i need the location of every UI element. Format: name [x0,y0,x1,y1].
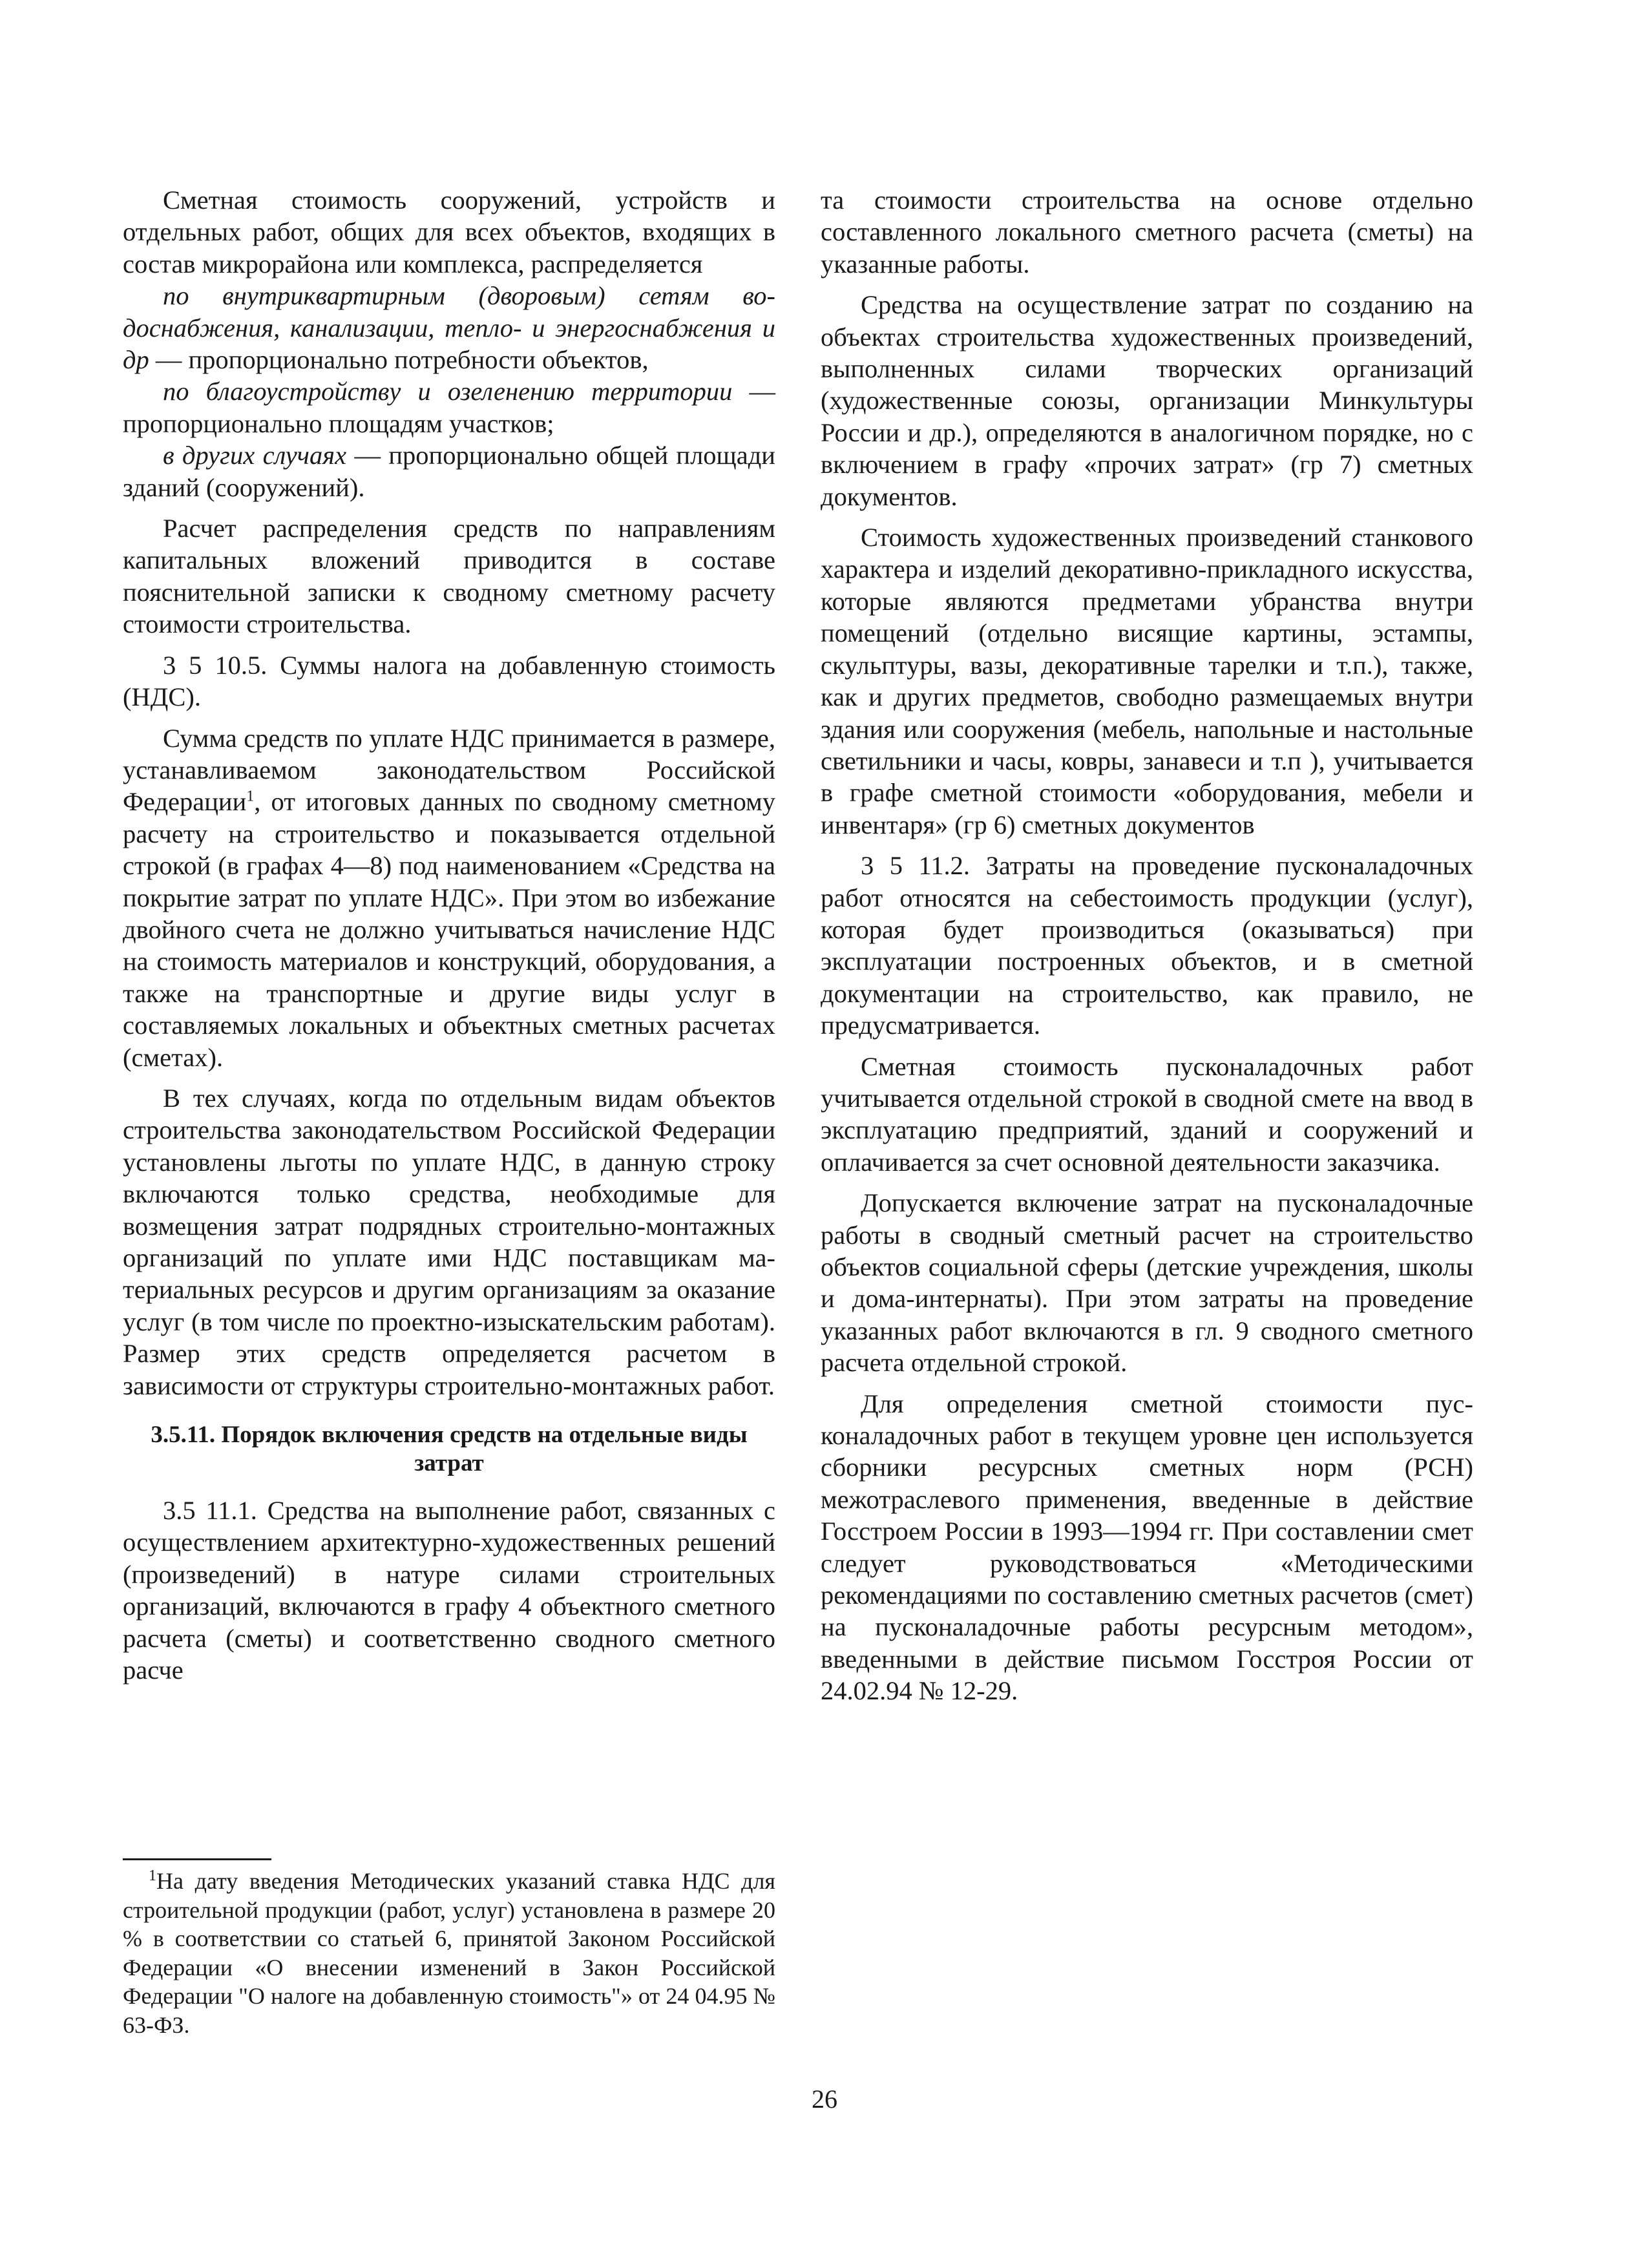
paragraph [123,280,775,375]
paragraph-text: — пропорционально общей площади зданий (сооружений). [123,441,775,502]
right-column [821,184,1473,1707]
paragraph: Сметная стоимость сооружений, устройств и отдельных работ, общих для всех объектов, входящих в состав микрорайона или комплекса, распределяется [123,185,775,278]
paragraph-text: , от итоговых данных по сводному сметному расчету на строительство и показывается отдельной строкой (в графах 4—8) под наименованием «Средства на покрытие затрат по уплате НДС». При этом во избежание двойного счета не должно учитываться начисление НДС на стоимость материалов и конструкций, оборудования, а также на транспортные и другие виды услуг в составляемых локальных и объектных сметных расчетах (сметах). [123,787,775,1072]
section-heading: 3.5.11. Порядок включения средств на отдельные виды затрат [151,1422,748,1477]
paragraph: 3 5 11.2. Затраты на проведение пусконаладочных работ относятся на себестоимость продукции (услуг), которая будет производиться (оказываться) при эксплуатации построенных объектов, и в сметной документации на строительство, как правило, не предусматривается. [821,851,1473,1040]
paragraph: та стоимости строительства на основе отдельно составленного локального сметного расчета (сметы) на указанные работы. [821,185,1473,278]
paragraph: Сметная стоимость пусконаладочных работ учитывается отдельной строкой в сводной смете на ввод в эксплуатацию предприятий, зданий и сооружений и оплачивается за счет основной деятельности заказчика. [821,1051,1473,1177]
paragraph-text: — пропорционально площадям участков; [123,377,775,438]
paragraph [123,439,775,503]
paragraph-text: Сумма средств по уплате НДС принимается в размере, устанавливаемом законодательством Российской Федерации [123,723,775,817]
footnote-text: $^1$На дату введения Методических указаний ставка НДС для строительной продукции (работ, услуг) установлена в размере 20 % в соответствии со статьей 6, принятой Законом Российской Федерации «О внесении изменений в Закон Российской Федерации "О налоге на добавленную стоимость"» от 24 04.95 № 63-ФЗ. [123,1867,775,2038]
paragraph: 3.5 11.1. Средства на выполнение работ, связанных с осуществлением архитектурно-художественных решений (произведений) в натуре силами строительных организаций, включаются в графу 4 объектного сметного расчета (сметы) и соответственно сводного сметного расче [123,1496,775,1685]
footnote-reference: 1 [246,788,255,805]
paragraph: Стоимость художественных произведений станкового характера и изделий декоративно-прикладного искусства, которые являются предметами убранства внутри помещений (отдельно висящие картины, эстампы, скульптуры, вазы, декоративные тарелки и т.п.), также, как и других предметов, свободно размещаемых внутри здания или сооружения (мебель, напольные и настольные светильники и часы, ковры, занавеси и т.п ), учитывается в графе сметной стоимости «оборудования, мебели и инвентаря» (гр 6) сметных документов [821,523,1473,839]
paragraph: Расчет распределения средств по направлениям капитальных вложений приводится в составе пояснительной записки к сводному сметному расчету стоимости строительства. [123,514,775,639]
footnote-divider [123,1858,271,1860]
paragraph [123,375,775,439]
paragraph: Средства на осуществление затрат по созданию на объектах строительства художественных произведений, выполненных силами творческих организаций (художественные союзы, организации Минкультуры России и др.), определяются в аналогичном порядке, но с включением в графу «прочих затрат» (гр 7) сметных документов. [821,290,1473,511]
paragraph: В тех случаях, когда по отдельным видам объектов строительства законодательством Российской Федерации установлены льготы по уплате НДС, в данную строку включаются только средства, необходимые для возмещения затрат подрядных строительно-монтажных организаций по уплате ими НДС поставщикам материальных ресурсов и другим организациям за оказание услуг (в том числе по проектно-изыскательским работам). Размер этих средств определяется расчетом в зависимости от структуры строительно-монтажных работ. [123,1083,775,1400]
paragraph: Для определения сметной стоимости пусконаладочных работ в текущем уровне цен используется сборники ресурсных сметных норм (РСН) межотраслевого применения, введенные в действие Госстроем России в 1993—1994 гг. При составлении смет следует руководствоваться «Методическими рекомендациями по составлению сметных расчетов (смет) на пусконаладочные работы ресурсным методом», введенными в действие письмом Госстроя России от 24.02.94 № 12-29. [821,1389,1473,1706]
page-number: 26 [812,2084,837,2114]
paragraph-text: — пропорционально потребности объектов, [149,345,649,375]
footnote-marker: 1 [149,1867,156,1884]
italic-phrase: в других случаях [163,441,347,470]
left-column [123,184,775,1686]
italic-phrase: по благоустройству и озеленению территории [163,377,733,406]
paragraph: Допускается включение затрат на пусконаладочные работы в сводный сметный расчет на строительство объектов социальной сферы (детские учреждения, школы и дома-интернаты). При этом затраты на проведение указанных работ включаются в гл. 9 сводного сметного расчета отдельной строкой. [821,1188,1473,1378]
footnote [123,1858,775,2040]
italic-phrase: по внутриквартирным (дворовым) сетям водоснабжения, канализации, тепло- и энергоснабжения и др [123,281,775,375]
paragraph: 3 5 10.5. Суммы налога на добавленную стоимость (НДС). [123,650,775,712]
paragraph [123,722,775,1073]
